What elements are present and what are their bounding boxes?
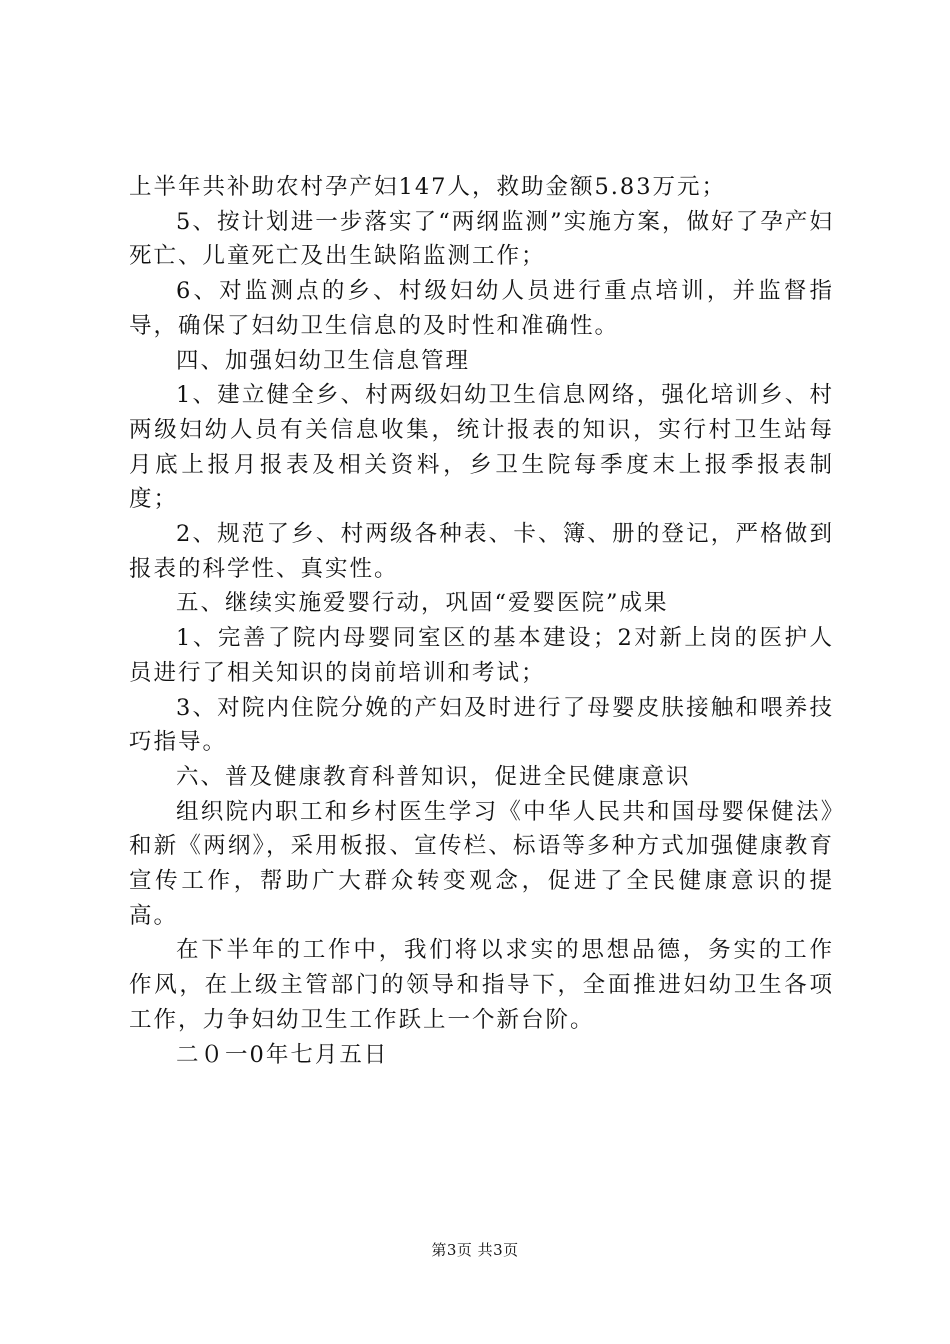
- paragraph-5: 1、建立健全乡、村两级妇幼卫生信息网络，强化培训乡、村两级妇幼人员有关信息收集，统计报表的知识，实行村卫生站每月底上报月报表及相关资料，乡卫生院每季度末上报季报表制度；: [129, 382, 834, 513]
- paragraph-11: 组织院内职工和乡村医生学习《中华人民共和国母婴保健法》和新《两纲》，采用板报、宣传栏、标语等多种方式加强健康教育宣传工作，帮助广大群众转变观念，促进了全民健康意识的提高。: [129, 798, 834, 929]
- section-heading-6: 六、普及健康教育科普知识，促进全民健康意识: [176, 763, 691, 790]
- page-number: 第3页 共3页: [431, 1241, 519, 1259]
- date-line: 二０一0年七月五日: [176, 1041, 389, 1068]
- paragraph-6: 2、规范了乡、村两级各种表、卡、簿、册的登记，严格做到报表的科学性、真实性。: [129, 521, 834, 582]
- section-heading-4: 四、加强妇幼卫生信息管理: [176, 347, 471, 374]
- paragraph-12: 在下半年的工作中，我们将以求实的思想品德，务实的工作作风，在上级主管部门的领导和指导下，全面推进妇幼卫生各项工作，力争妇幼卫生工作跃上一个新台阶。: [129, 937, 834, 1033]
- page-footer: [0, 1240, 950, 1260]
- paragraph-2: 5、按计划进一步落实了“两纲监测”实施方案，做好了孕产妇死亡、儿童死亡及出生缺陷监测工作；: [129, 208, 834, 270]
- paragraph-1: 上半年共补助农村孕产妇147人，救助金额5.83万元；: [129, 174, 727, 200]
- paragraph-8: 1、完善了院内母婴同室区的基本建设；2对新上岗的医护人员进行了相关知识的岗前培训和考试；: [129, 625, 834, 686]
- section-heading-5: 五、继续实施爱婴行动，巩固“爱婴医院”成果: [176, 590, 669, 617]
- paragraph-9: 3、对院内住院分娩的产妇及时进行了母婴皮肤接触和喂养技巧指导。: [129, 694, 834, 756]
- document-body: [129, 170, 834, 1072]
- paragraph-3: 6、对监测点的乡、村级妇幼人员进行重点培训，并监督指导，确保了妇幼卫生信息的及时性和准确性。: [129, 278, 834, 339]
